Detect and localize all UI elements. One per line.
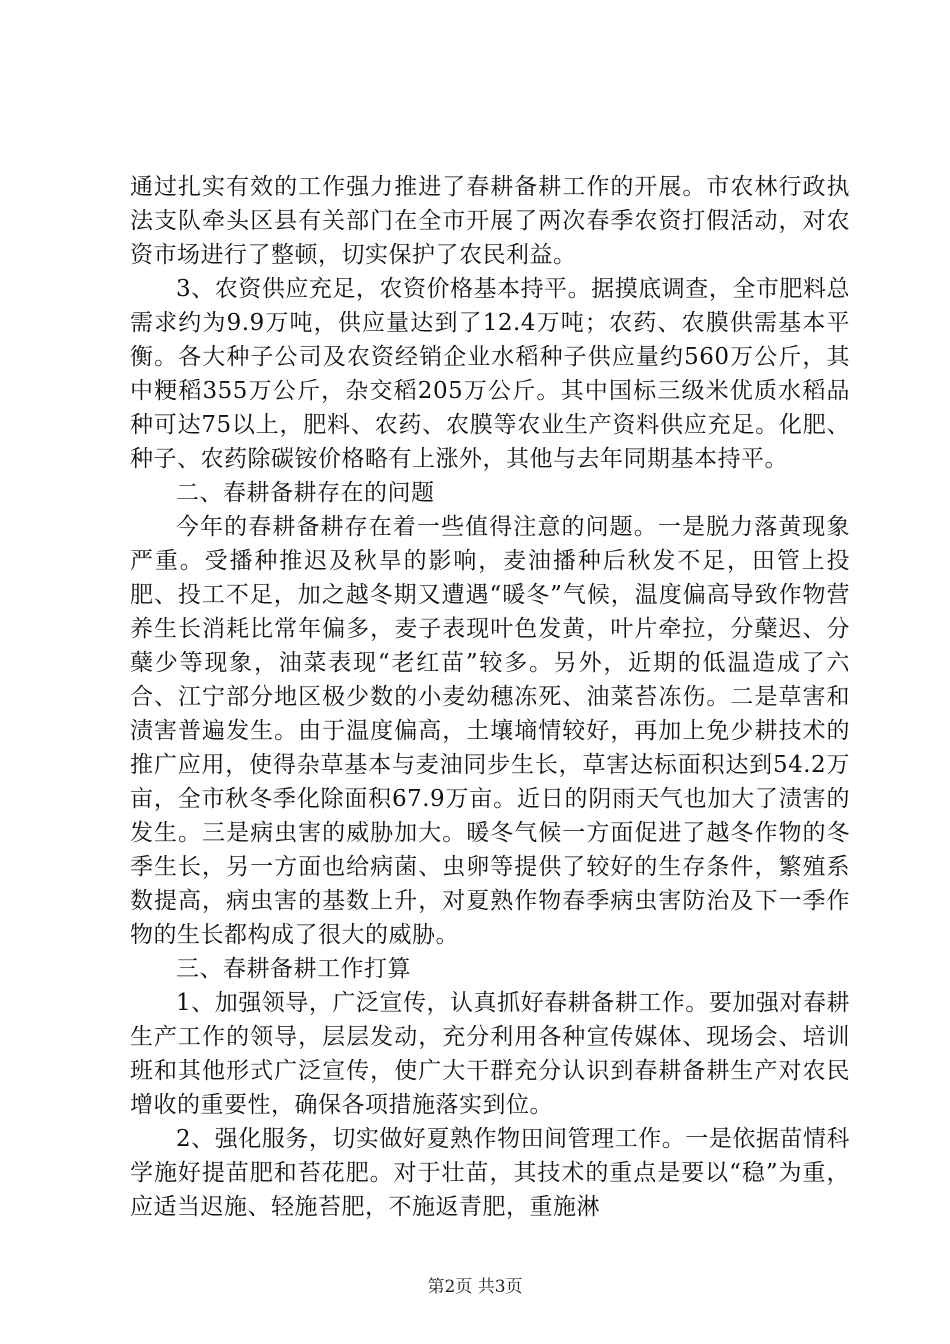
- paragraph-plan-1: 1、加强领导，广泛宣传，认真抓好春耕备耕工作。要加强对春耕生产工作的领导，层层发动，充分利用各种宣传媒体、现场会、培训班和其他形式广泛宣传，使广大干群充分认识到春耕备耕生产对农民增收的重要性，确保各项措施落实到位。: [130, 990, 850, 1118]
- paragraph-problems: 今年的春耕备耕存在着一些值得注意的问题。一是脱力落黄现象严重。受播种推迟及秋旱的影响，麦油播种后秋发不足，田管上投肥、投工不足，加之越冬期又遭遇“暖冬”气候，温度偏高导致作物营养生长消耗比常年偏多，麦子表现叶色发黄，叶片牵拉，分蘖迟、分蘖少等现象，油菜表现“老红苗”较多。另外，近期的低温造成了六合、江宁部分地区极少数的小麦幼穗冻死、油菜苔冻伤。二是草害和渍害普遍发生。由于温度偏高，土壤墒情较好，再加上免少耕技术的推广应用，使得杂草基本与麦油同步生长，草害达标面积达到54.2万亩，全市秋冬季化除面积67.9万亩。近日的阴雨天气也加大了渍害的发生。三是病虫害的威胁加大。暖冬气候一方面促进了越冬作物的冬季生长，另一方面也给病菌、虫卵等提供了较好的生存条件，繁殖系数提高，病虫害的基数上升，对夏熟作物春季病虫害防治及下一季作物的生长都构成了很大的威胁。: [130, 514, 850, 948]
- document-body: [130, 170, 850, 1224]
- paragraph-continued: 通过扎实有效的工作强力推进了春耕备耕工作的开展。市农林行政执法支队牵头区县有关部门在全市开展了两次春季农资打假活动，对农资市场进行了整顿，切实保护了农民利益。: [130, 174, 850, 268]
- paragraph-plan-2: 2、强化服务，切实做好夏熟作物田间管理工作。一是依据苗情科学施好提苗肥和苔花肥。对于壮苗，其技术的重点是要以“稳”为重，应适当迟施、轻施苔肥，不施返青肥，重施淋: [130, 1126, 850, 1220]
- section-heading-problems: 二、春耕备耕存在的问题: [176, 480, 435, 506]
- paragraph-supply: 3、农资供应充足，农资价格基本持平。据摸底调查，全市肥料总需求约为9.9万吨，供应量达到了12.4万吨；农药、农膜供需基本平衡。各大种子公司及农资经销企业水稻种子供应量约560万公斤，其中粳稻355万公斤，杂交稻205万公斤。其中国标三级米优质水稻品种可达75以上，肥料、农药、农膜等农业生产资料供应充足。化肥、种子、农药除碳铵价格略有上涨外，其他与去年同期基本持平。: [130, 276, 850, 472]
- page-footer: 第2页 共3页: [427, 1277, 523, 1297]
- section-heading-plans: 三、春耕备耕工作打算: [176, 956, 411, 982]
